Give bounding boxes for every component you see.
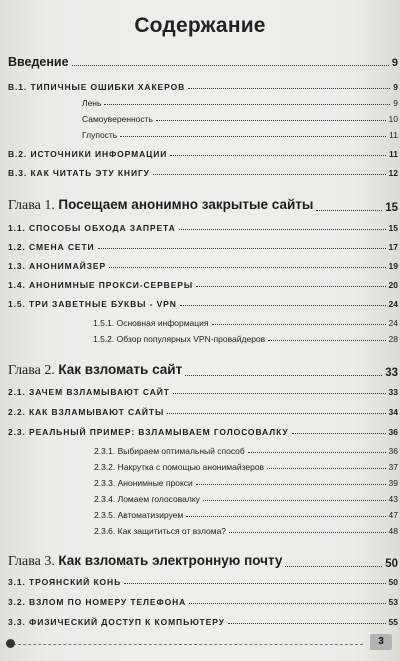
toc-page: 9 xyxy=(393,82,398,92)
toc-label: 2.3.6. Как защититься от взлома? xyxy=(94,526,227,536)
toc-label: 1.5.1. Основная информация xyxy=(93,318,209,328)
toc-section xyxy=(8,82,398,92)
dot-leader xyxy=(173,393,386,394)
toc-section xyxy=(8,299,398,309)
toc-section xyxy=(8,617,398,627)
toc-page: 33 xyxy=(388,387,398,397)
toc-page: 20 xyxy=(388,280,398,290)
toc-label: 1.5. ТРИ ЗАВЕТНЫЕ БУКВЫ - VPN xyxy=(8,299,177,309)
toc-chapter-1 xyxy=(8,197,398,214)
toc-section xyxy=(8,597,398,607)
chapter-title: Как взломать сайт xyxy=(58,362,183,377)
toc-label: Самоуверенность xyxy=(82,114,153,124)
toc-subsection xyxy=(94,446,398,456)
toc-label: 3.2. ВЗЛОМ ПО НОМЕРУ ТЕЛЕФОНА xyxy=(8,597,187,607)
chapter-prefix: Глава 3. xyxy=(8,554,55,569)
toc-page: 53 xyxy=(388,597,398,607)
toc-page: 15 xyxy=(385,202,398,214)
toc-label: 2.3.5. Автоматизируем xyxy=(94,510,184,520)
dot-leader xyxy=(188,88,390,89)
toc-page: 47 xyxy=(388,510,398,520)
toc-page: 17 xyxy=(388,242,398,252)
toc-label: 2.3. РЕАЛЬНЫЙ ПРИМЕР: ВЗЛАМЫВАЕМ ГОЛОСОВАЛКУ xyxy=(8,427,289,437)
toc-label: 2.1. ЗАЧЕМ ВЗЛАМЫВАЮТ САЙТ xyxy=(8,387,170,397)
toc-page: 37 xyxy=(388,462,398,472)
dot-leader xyxy=(203,500,386,501)
toc-subsection xyxy=(82,98,398,108)
chapter-prefix: Глава 1. xyxy=(8,198,55,213)
toc-subsection xyxy=(82,130,398,140)
toc-section xyxy=(8,223,398,233)
dot-leader xyxy=(153,174,386,175)
toc-section xyxy=(8,577,398,587)
toc-label: 1.3. АНОНИМАЙЗЕР xyxy=(8,261,107,271)
toc-subsection xyxy=(94,478,398,488)
toc-label: Лень xyxy=(82,98,102,108)
dot-leader xyxy=(186,516,385,517)
dot-leader xyxy=(185,375,382,376)
chapter-prefix: Глава 2. xyxy=(8,363,55,378)
toc-chapter-2 xyxy=(8,362,398,379)
toc-label: В.1. ТИПИЧНЫЕ ОШИБКИ ХАКЕРОВ xyxy=(8,82,186,92)
toc-page: 15 xyxy=(388,223,398,233)
dot-leader xyxy=(120,136,386,137)
dot-leader xyxy=(104,104,390,105)
toc-page: 39 xyxy=(388,478,398,488)
toc-page: 48 xyxy=(388,526,398,536)
dot-leader xyxy=(228,623,386,624)
dot-leader xyxy=(180,305,386,306)
dot-leader xyxy=(268,340,385,341)
toc-page: 24 xyxy=(388,318,398,328)
toc-label: 1.4. АНОНИМНЫЕ ПРОКСИ-СЕРВЕРЫ xyxy=(8,280,194,290)
chapter-title: Как взломать электронную почту xyxy=(58,553,283,568)
toc-subsection xyxy=(93,318,398,328)
toc-section xyxy=(8,261,398,271)
toc-page: 34 xyxy=(388,407,398,417)
toc-page: 9 xyxy=(393,98,398,108)
footer-rule xyxy=(8,644,363,645)
toc-chapter-3 xyxy=(8,553,398,570)
toc-label: Введение xyxy=(8,55,69,69)
toc-page: 9 xyxy=(391,57,398,69)
toc-section xyxy=(8,280,398,290)
toc-page: 50 xyxy=(388,577,398,587)
dot-leader xyxy=(248,452,386,453)
toc-section xyxy=(8,149,398,159)
toc-subsection xyxy=(94,510,398,520)
dot-leader xyxy=(196,484,386,485)
toc-subsection xyxy=(82,114,398,124)
dot-leader xyxy=(316,210,382,211)
toc-label: 3.1. ТРОЯНСКИЙ КОНЬ xyxy=(8,577,122,587)
toc-page: 55 xyxy=(388,617,398,627)
toc-intro xyxy=(8,55,398,69)
toc-page: 19 xyxy=(388,261,398,271)
toc-page: 33 xyxy=(385,367,398,379)
toc-section xyxy=(8,168,398,178)
dot-leader xyxy=(170,155,386,156)
chapter-title: Посещаем анонимно закрытые сайты xyxy=(58,197,314,212)
toc-section xyxy=(8,407,398,417)
toc-label: 2.3.4. Ломаем голосовалку xyxy=(94,494,200,504)
dot-leader xyxy=(212,324,386,325)
toc-label: В.3. КАК ЧИТАТЬ ЭТУ КНИГУ xyxy=(8,168,150,178)
toc-label: 2.2. КАК ВЗЛАМЫВАЮТ САЙТЫ xyxy=(8,407,165,417)
toc-page: 11 xyxy=(389,130,398,140)
toc-label: 2.3.1. Выбираем оптимальный способ xyxy=(94,446,245,456)
dot-leader xyxy=(109,267,385,268)
toc-subsection xyxy=(94,526,398,536)
toc-label: 1.2. СМЕНА СЕТИ xyxy=(8,242,95,252)
dot-leader xyxy=(292,433,386,434)
toc-section xyxy=(8,387,398,397)
dot-leader xyxy=(189,603,385,604)
dot-leader xyxy=(267,468,385,469)
toc-label: 1.5.2. Обзор популярных VPN-провайдеров xyxy=(93,334,266,344)
toc-subsection xyxy=(93,334,398,344)
dot-leader xyxy=(124,583,385,584)
page-number: 3 xyxy=(370,634,392,650)
dot-leader xyxy=(167,413,385,414)
dot-leader xyxy=(285,566,382,567)
toc-label: 2.3.2. Накрутка с помощью анонимайзеров xyxy=(94,462,265,472)
toc-page: 43 xyxy=(388,494,398,504)
toc-section xyxy=(8,242,398,252)
toc-page: 50 xyxy=(385,558,398,570)
toc-section xyxy=(8,427,398,437)
toc-page: 36 xyxy=(388,446,398,456)
toc-label: 2.3.3. Анонимные прокси xyxy=(94,478,193,488)
page-title: Содержание xyxy=(134,14,266,37)
toc-page: 24 xyxy=(388,299,398,309)
toc-subsection xyxy=(94,494,398,504)
toc-label: Глупость xyxy=(82,130,118,140)
dot-leader xyxy=(179,229,386,230)
dot-leader xyxy=(229,532,386,533)
toc-page: 12 xyxy=(388,168,398,178)
toc-label: В.2. ИСТОЧНИКИ ИНФОРМАЦИИ xyxy=(8,149,168,159)
dot-leader xyxy=(196,286,385,287)
dot-leader xyxy=(72,65,389,66)
toc-page: 10 xyxy=(388,114,398,124)
toc-subsection xyxy=(94,462,398,472)
toc-page: 28 xyxy=(388,334,398,344)
toc-label: 1.1. СПОСОБЫ ОБХОДА ЗАПРЕТА xyxy=(8,223,176,233)
dot-leader xyxy=(156,120,386,121)
dot-leader xyxy=(98,248,386,249)
footer-bullet-icon xyxy=(6,639,15,648)
toc-page: 36 xyxy=(388,427,398,437)
toc-page: 11 xyxy=(389,149,398,159)
toc-label: 3.3. ФИЗИЧЕСКИЙ ДОСТУП К КОМПЬЮТЕРУ xyxy=(8,617,225,627)
